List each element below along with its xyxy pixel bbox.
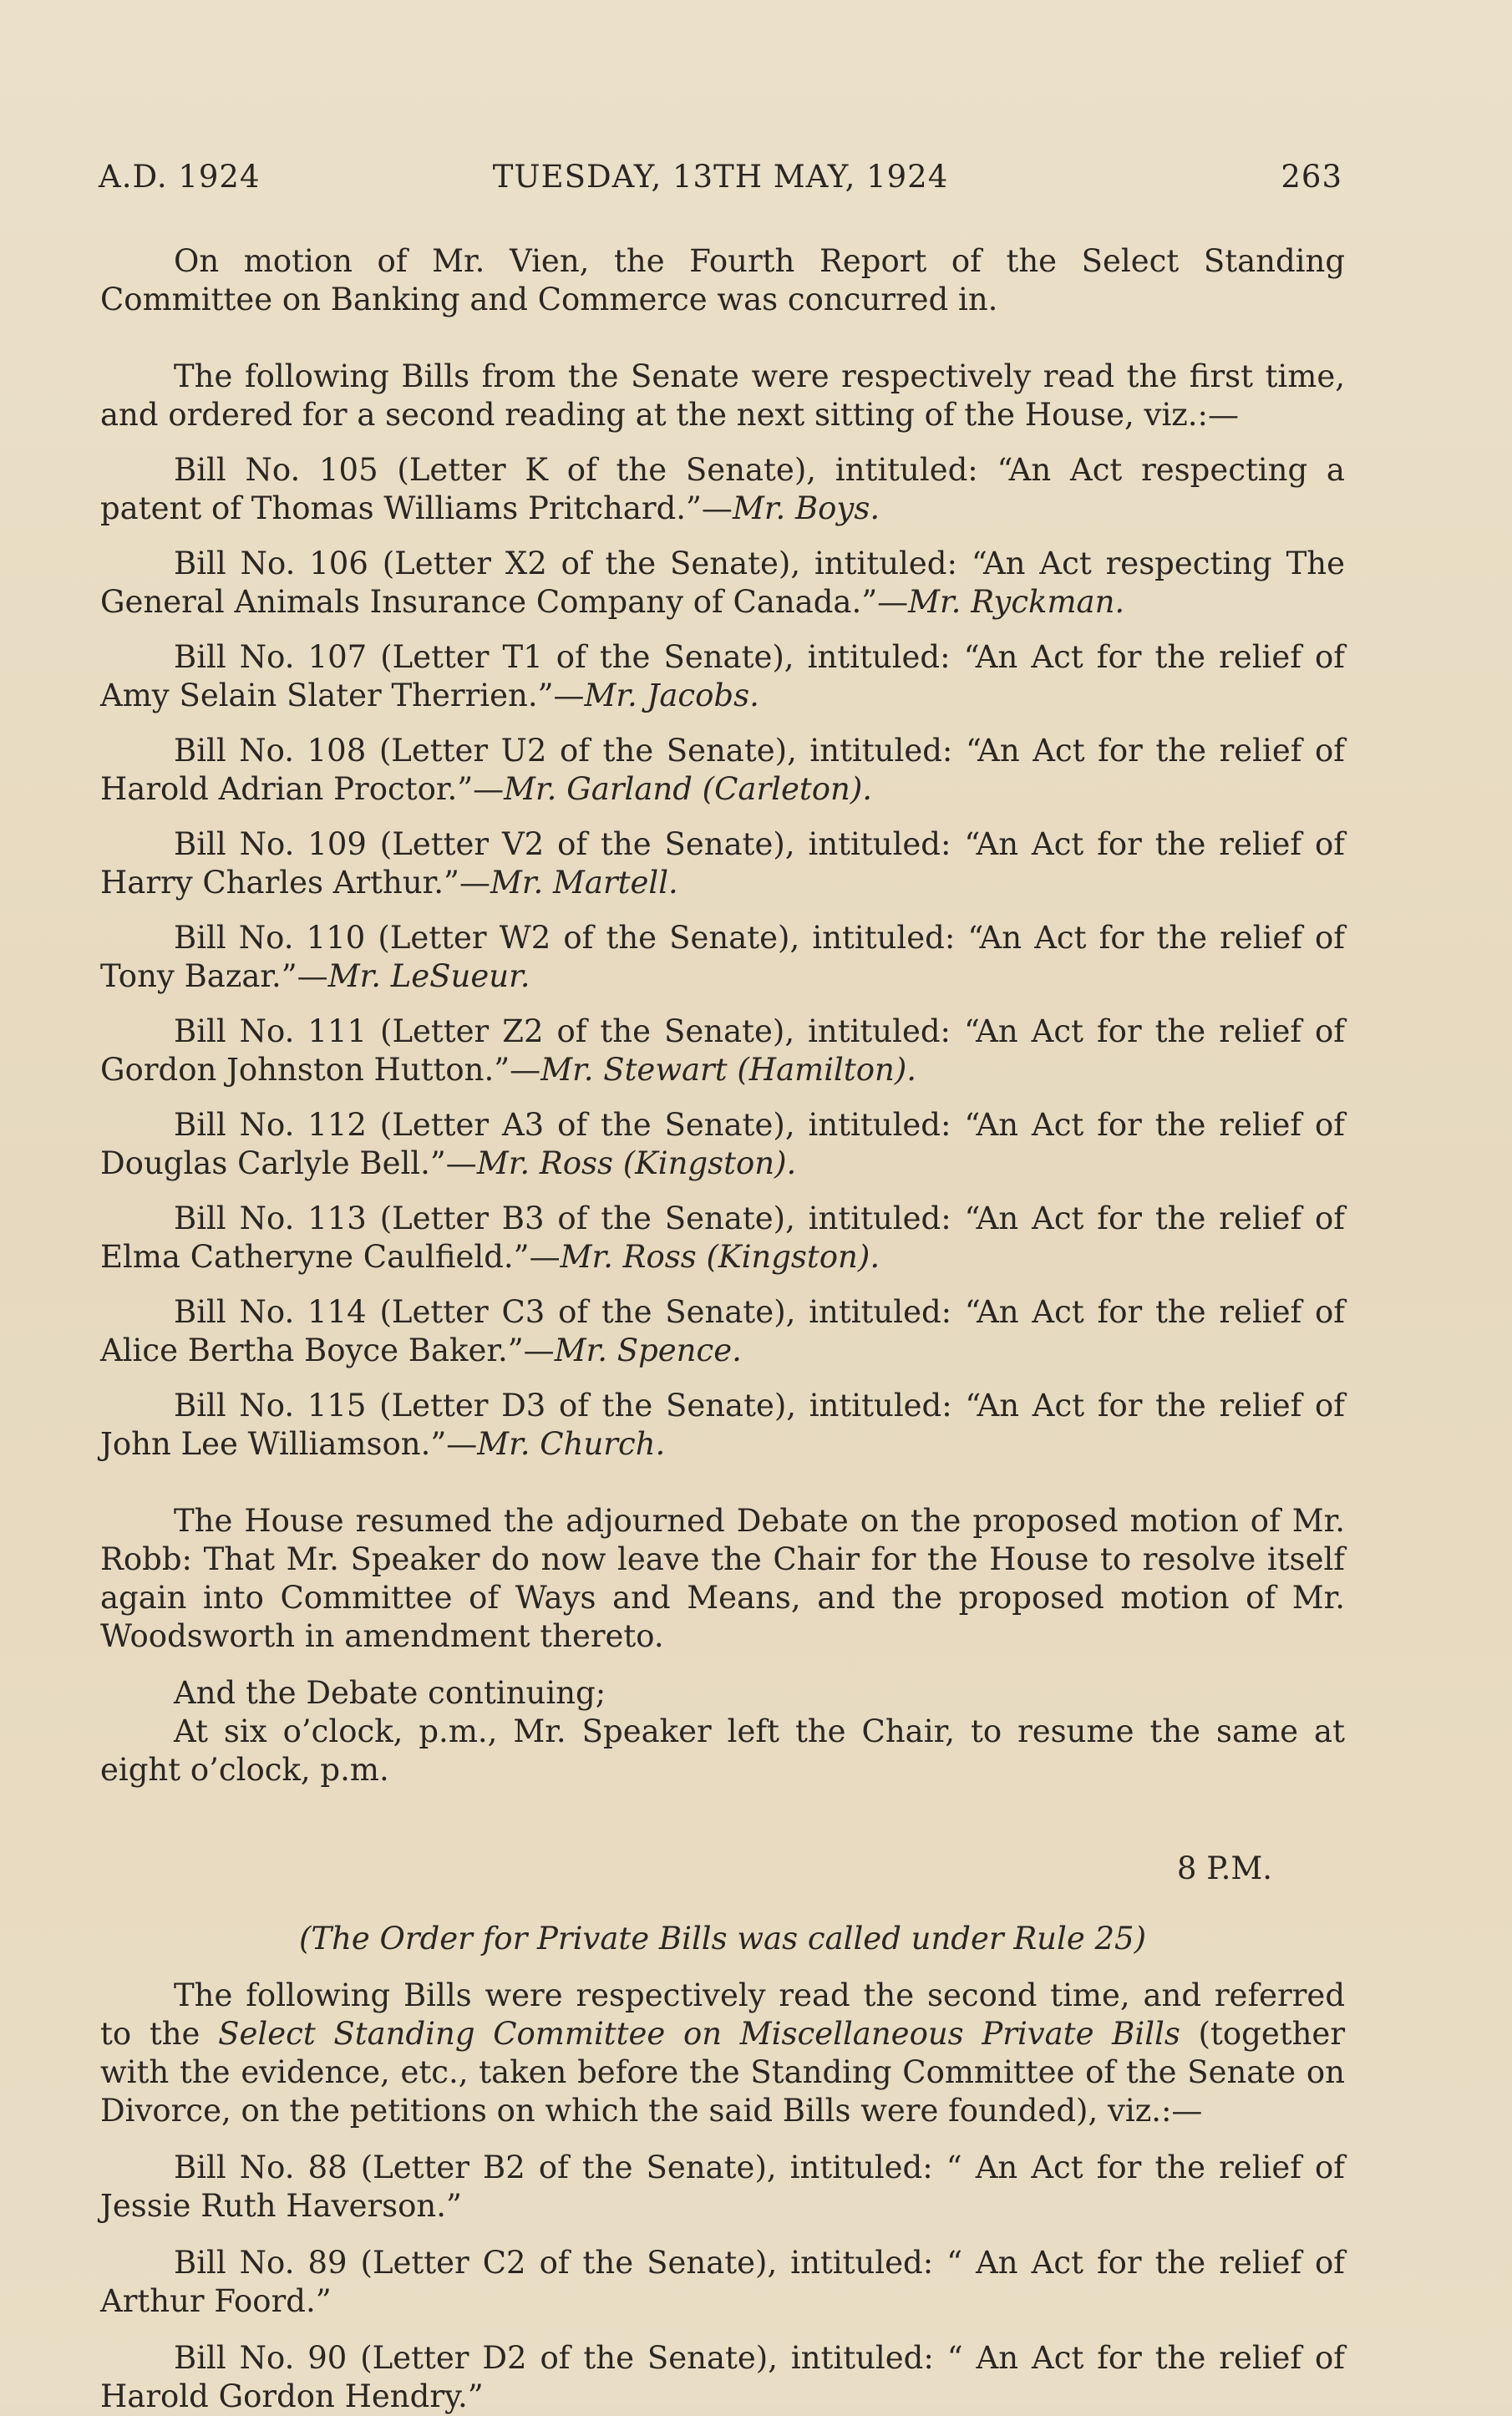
evening-sitting-time: 8 P.M. xyxy=(1176,1850,1272,1886)
running-header xyxy=(99,159,1342,195)
member-name: Mr. Martell. xyxy=(490,865,678,901)
committee-name: Select Standing Committee on Miscellaneous Private Bills xyxy=(218,2016,1180,2052)
member-name: Mr. Garland (Carleton). xyxy=(504,771,873,807)
bill-entry: Bill No. 111 (Letter Z2 of the Senate), intituled: “An Act for the relief of Gordon Johnston Hutton.”—Mr. Stewart (Hamilton). xyxy=(100,1013,1345,1088)
bill-entry: Bill No. 88 (Letter B2 of the Senate), intituled: “ An Act for the relief of Jessie Ruth Haverson.” xyxy=(100,2150,1345,2224)
bill-entry: Bill No. 113 (Letter B3 of the Senate), intituled: “An Act for the relief of Elma Catheryne Caulfield.”—Mr. Ross (Kingston). xyxy=(100,1200,1345,1275)
member-name: Mr. Ryckman. xyxy=(908,584,1125,620)
header-date: TUESDAY, 13TH MAY, 1924 xyxy=(492,159,949,195)
bill-entry: Bill No. 108 (Letter U2 of the Senate), intituled: “An Act for the relief of Harold Adrian Proctor.”—Mr. Garland (Carleton). xyxy=(100,733,1345,807)
member-name: Mr. Ross (Kingston). xyxy=(476,1145,797,1181)
bill-entry: Bill No. 114 (Letter C3 of the Senate), intituled: “An Act for the relief of Alice Bertha Boyce Baker.”—Mr. Spence. xyxy=(100,1294,1345,1368)
bill-entry: Bill No. 107 (Letter T1 of the Senate), intituled: “An Act for the relief of Amy Selain Slater Therrien.”—Mr. Jacobs. xyxy=(100,639,1345,713)
report-paragraph: On motion of Mr. Vien, the Fourth Report of the Select Standing Committee on Banking and Commerce was concurred in. xyxy=(100,243,1345,317)
debate-continuing: And the Debate continuing; xyxy=(174,1675,606,1711)
page-body xyxy=(100,242,1345,2416)
member-name: Mr. Ross (Kingston). xyxy=(560,1239,880,1275)
header-year: A.D. 1924 xyxy=(99,159,261,195)
member-name: Mr. LeSueur. xyxy=(327,958,530,994)
member-name: Mr. Church. xyxy=(477,1426,666,1462)
bill-entry: Bill No. 105 (Letter K of the Senate), intituled: “An Act respecting a patent of Thomas Williams Pritchard.”—Mr. Boys. xyxy=(100,452,1345,526)
senate-bills-list xyxy=(100,451,1345,1464)
member-name: Mr. Jacobs. xyxy=(584,678,759,713)
bill-entry: Bill No. 109 (Letter V2 of the Senate), intituled: “An Act for the relief of Harry Charles Arthur.”—Mr. Martell. xyxy=(100,826,1345,901)
member-name: Mr. Boys. xyxy=(732,490,880,526)
page-number: 263 xyxy=(1281,159,1342,195)
bill-entry: Bill No. 115 (Letter D3 of the Senate), intituled: “An Act for the relief of John Lee Williamson.”—Mr. Church. xyxy=(100,1388,1345,1462)
member-name: Mr. Stewart (Hamilton). xyxy=(540,1052,917,1088)
second-reading-bills xyxy=(100,2149,1345,2416)
bill-entry: Bill No. 106 (Letter X2 of the Senate), intituled: “An Act respecting The General Animals Insurance Company of Canada.”—Mr. Ryckman. xyxy=(100,546,1345,620)
bill-entry: Bill No. 90 (Letter D2 of the Senate), intituled: “ An Act for the relief of Harold Gordon Hendry.” xyxy=(100,2340,1345,2414)
adjournment-paragraph: At six o’clock, p.m., Mr. Speaker left the Chair, to resume the same at eight o’clock, p.m. xyxy=(100,1713,1345,1788)
second-reading-paragraph: The following Bills were respectively read the second time, and referred to the Select Standing Committee on Miscellaneous Private Bills (together with the evidence, etc., taken before the Standing Committee of the Senate on Divorce, on the petitions on which the said Bills were founded), viz.:— xyxy=(100,1977,1346,2129)
senate-bills-intro: The following Bills from the Senate were respectively read the first time, and ordered for a second reading at the next sitting of the House, viz.:— xyxy=(100,358,1345,433)
bill-entry: Bill No. 89 (Letter C2 of the Senate), intituled: “ An Act for the relief of Arthur Foord.” xyxy=(100,2245,1345,2319)
member-name: Mr. Spence. xyxy=(554,1332,742,1368)
private-bills-heading: (The Order for Private Bills was called under Rule 25) xyxy=(298,1921,1147,1957)
bill-entry: Bill No. 112 (Letter A3 of the Senate), intituled: “An Act for the relief of Douglas Carlyle Bell.”—Mr. Ross (Kingston). xyxy=(100,1107,1345,1181)
debate-paragraph: The House resumed the adjourned Debate on the proposed motion of Mr. Robb: That Mr. Speaker do now leave the Chair for the House to resolve itself again into Committee of Ways and Means, and the proposed motion of Mr. Woodsworth in amendment thereto. xyxy=(100,1503,1345,1654)
bill-entry: Bill No. 110 (Letter W2 of the Senate), intituled: “An Act for the relief of Tony Bazar.”—Mr. LeSueur. xyxy=(100,920,1345,994)
